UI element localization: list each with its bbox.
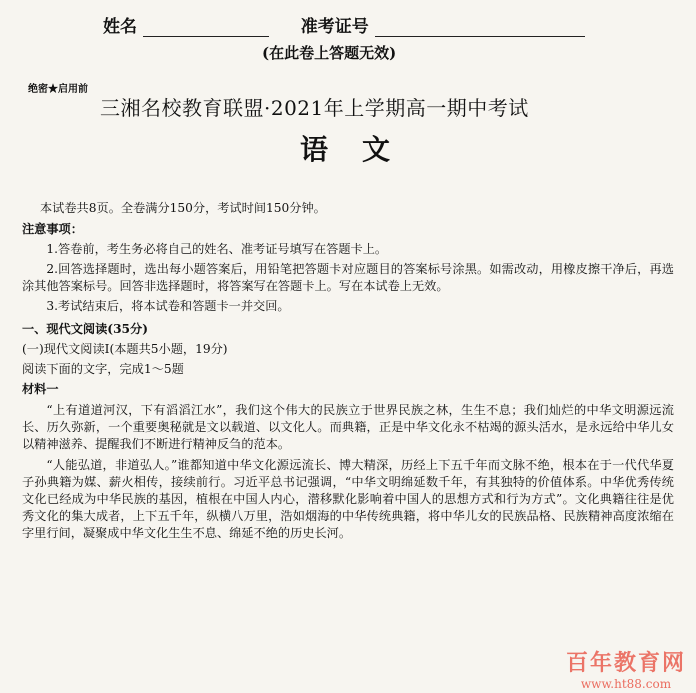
- exam-number-label: 准考证号: [300, 17, 369, 37]
- notice-item: 2.回答选择题时，选出每小题答案后，用铅笔把答题卡对应题目的答案标号涂黑。如需改动，用橡皮擦干净后，再选涂其他答案标号。回答非选择题时，将答案写在答题卡上。写在本试卷上无效。: [22, 262, 674, 293]
- exam-title: 三湘名校教育联盟·2021年上学期高一期中考试: [100, 96, 529, 120]
- exam-header-fields: [103, 12, 585, 37]
- material-label: 材料一: [22, 382, 59, 396]
- notice-item: 3.考试结束后，将本试卷和答题卡一并交回。: [46, 299, 290, 313]
- watermark: [566, 646, 686, 691]
- material-paragraph: “人能弘道，非道弘人。”谁都知道中华文化源远流长、博大精深，历经上下五千年而文脉不绝，根本在于一代代华夏子孙典籍为媒、薪火相传，接续前行。习近平总书记强调，“中华文明绵延数千年，有其独特的价值体系。中华优秀传统文化已经成为中华民族的基因，植根在中国人内心，潜移默化影响着中国人的思想方式和行为方式”。文化典籍往往是优秀文化的集大成者，上下五千年，纵横八万里，浩如烟海的中华传统典籍，将中华儿女的民族品格、民族精神高度浓缩在字里行间，凝聚成中华文化生生不息、绵延不绝的历史长河。: [22, 458, 674, 540]
- reading-instruction: 阅读下面的文字，完成1～5题: [22, 362, 184, 376]
- exam-number-blank: [375, 20, 585, 37]
- subsection-heading: (一)现代文阅读Ⅰ(本题共5小题，19分): [22, 342, 228, 356]
- invalid-answer-note: (在此卷上答题无效): [262, 44, 397, 62]
- section-heading: 一、现代文阅读(35分): [22, 322, 148, 336]
- watermark-url: www.ht88.com: [580, 677, 672, 691]
- notice-heading: 注意事项：: [22, 222, 83, 236]
- subject-title: 语文: [300, 133, 425, 166]
- exam-intro: 本试卷共8页。全卷满分150分，考试时间150分钟。: [40, 201, 326, 215]
- name-label: 姓名: [103, 17, 137, 37]
- watermark-text: 百年教育网: [565, 650, 686, 676]
- exam-body: [22, 200, 674, 542]
- name-blank: [143, 20, 269, 37]
- secret-mark: 绝密★启用前: [28, 84, 88, 95]
- notice-item: 1.答卷前，考生务必将自己的姓名、准考证号填写在答题卡上。: [46, 242, 388, 256]
- material-paragraph: “上有道道河汉，下有滔滔江水”，我们这个伟大的民族立于世界民族之林，生生不息；我们灿烂的中华文明源远流长、历久弥新，一个重要奥秘就是文以载道、以文化人。而典籍，正是中华文化永不枯竭的源头活水，是永远给中华儿女以精神滋养、提醒我们不断进行精神反刍的范本。: [22, 403, 674, 451]
